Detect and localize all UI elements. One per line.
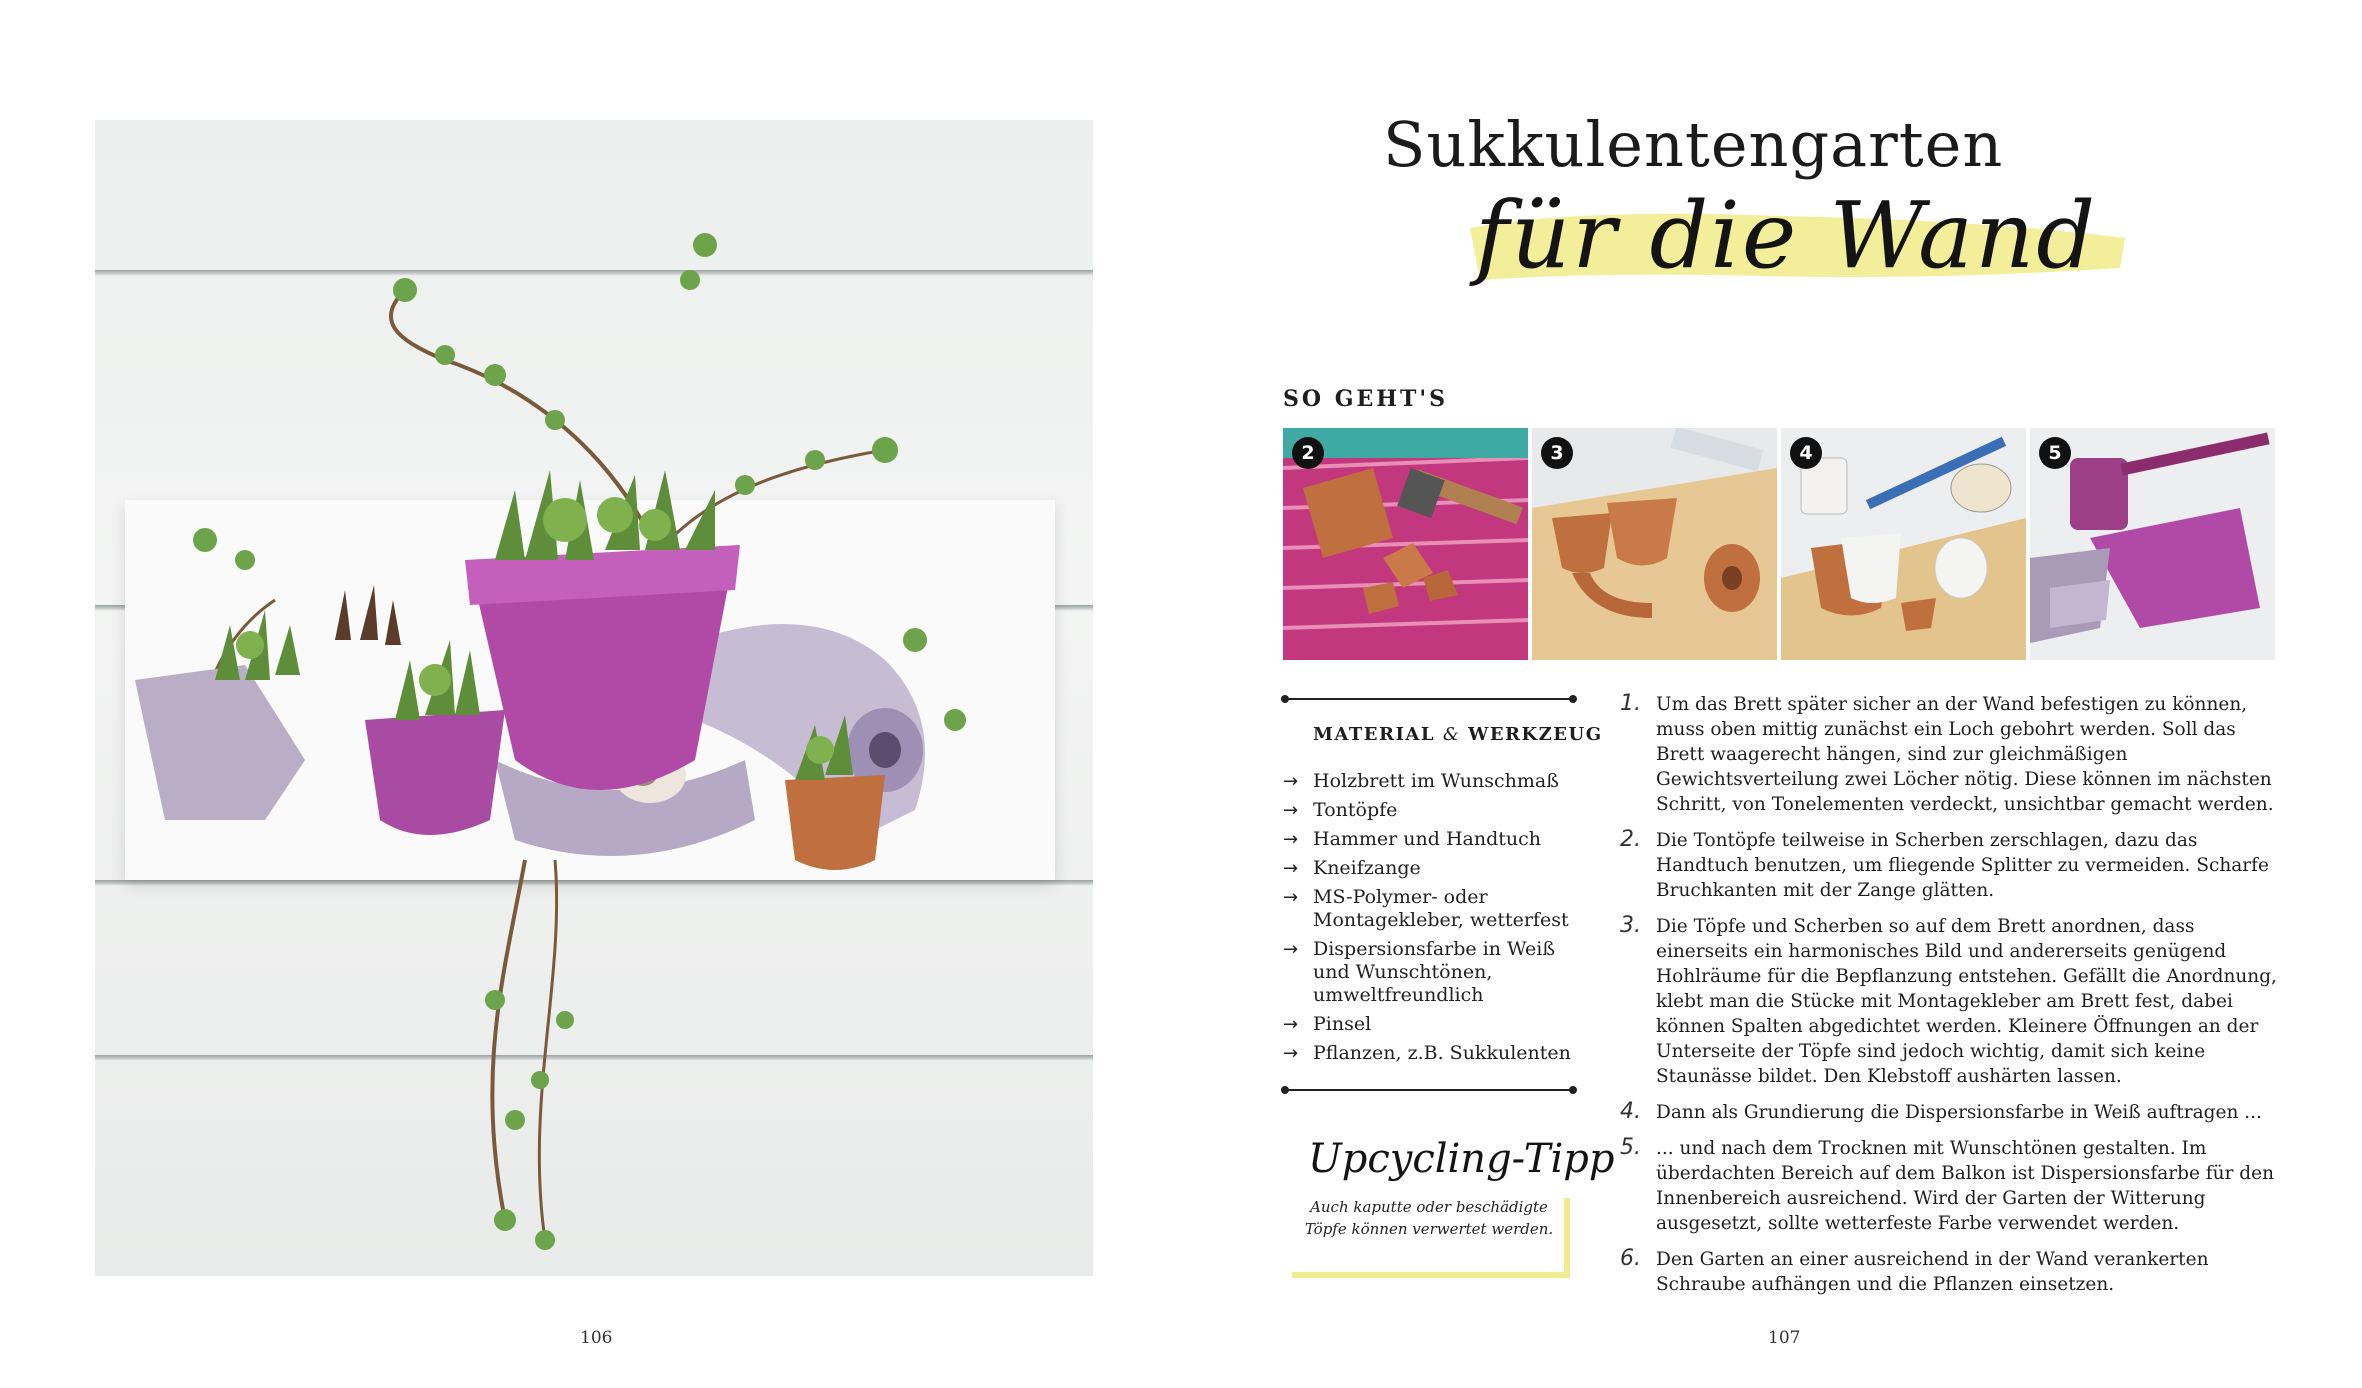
instruction-step (1620, 828, 2280, 903)
material-item: → Kneifzange (1283, 857, 1575, 880)
instructions-list (1620, 692, 2280, 1308)
step-number: 6. (1620, 1246, 1641, 1271)
upcycling-tip (1290, 1130, 1615, 1280)
instruction-step (1620, 692, 2280, 817)
tip-text: Auch kaputte oder beschädigte Töpfe können verwertet werden. (1304, 1198, 1554, 1238)
page-subtitle-script: für die Wand (1475, 182, 2098, 289)
step-text: Dann als Grundierung die Dispersionsfarbe in Weiß auftragen ... (1656, 1102, 2262, 1123)
step-number-badge: 3 (1541, 437, 1573, 469)
material-box (1283, 698, 1603, 1092)
step-number-badge: 2 (1292, 437, 1324, 469)
step-number-badge: 5 (2039, 437, 2071, 469)
instruction-step (1620, 1247, 2280, 1297)
section-heading: SO GEHT'S (1283, 386, 1449, 412)
tip-highlight-bar (1292, 1272, 1570, 1278)
step-number: 3. (1620, 913, 1641, 938)
divider (1283, 698, 1575, 700)
step-photos (1283, 428, 2273, 660)
step-number: 2. (1620, 827, 1641, 852)
step-text: Den Garten an einer ausreichend in der Wand verankerten Schraube aufhängen und die Pflanzen einsetzen. (1656, 1249, 2209, 1295)
page-number-right: 107 (1768, 1328, 1801, 1348)
step-photo-4 (1781, 428, 2026, 660)
step-text: Die Töpfe und Scherben so auf dem Brett anordnen, dass einerseits ein harmonisches Bild und andererseits genügend Hohlräume für die Bepflanzung entstehen. Gefällt die Anordnung, klebt man die Stücke mit Montagekleber am Brett fest, dabei können Spalten abgedichtet werden. Kleinere Öffnungen an der Unterseite der Töpfe sind jedoch wichtig, damit sich keine Staunässe bildet. Den Klebstoff aushärten lassen. (1656, 916, 2277, 1087)
step-photo-3 (1532, 428, 1777, 660)
step-number: 1. (1620, 691, 1641, 716)
main-photo (95, 120, 1093, 1276)
material-item: → Holzbrett im Wunschmaß (1283, 770, 1575, 793)
divider (1283, 1089, 1575, 1091)
step-text: ... und nach dem Trocknen mit Wunschtönen gestalten. Im überdachten Bereich auf dem Balkon ist Dispersionsfarbe für den Innenbereich ausreichend. Wird der Garten der Witterung ausgesetzt, sollte wetterfeste Farbe verwendet werden. (1656, 1138, 2274, 1234)
material-title-right: WERKZEUG (1468, 724, 1603, 745)
step-number: 4. (1620, 1099, 1641, 1124)
instruction-step (1620, 1136, 2280, 1236)
step-text: Um das Brett später sicher an der Wand befestigen zu können, muss oben mittig zunächst ein Loch gebohrt werden. Soll das Brett waagerecht hängen, sind zur gleichmäßigen Gewichtsverteilung zwei Löcher nötig. Diese können im nächsten Schritt, von Tonelementen verdeckt, unsichtbar gemacht werden. (1656, 694, 2274, 815)
material-item: → Tontöpfe (1283, 799, 1575, 822)
material-list (1283, 770, 1575, 1071)
planter-illustration (95, 120, 1093, 1276)
instruction-step (1620, 914, 2280, 1089)
step-photo-5 (2030, 428, 2275, 660)
material-title (1313, 724, 1603, 745)
material-item: → Dispersionsfarbe in Weiß und Wunschtönen, umweltfreundlich (1283, 938, 1575, 1007)
step-photo-2 (1283, 428, 1528, 660)
tip-highlight-bar (1564, 1198, 1570, 1278)
material-item: → Pflanzen, z.B. Sukkulenten (1283, 1042, 1575, 1065)
instruction-step (1620, 1100, 2280, 1125)
material-title-left: MATERIAL (1313, 724, 1436, 745)
step-text: Die Tontöpfe teilweise in Scherben zerschlagen, dazu das Handtuch benutzen, um fliegende Splitter zu vermeiden. Scharfe Bruchkanten mit der Zange glätten. (1656, 830, 2269, 901)
material-item: → MS-Polymer- oder Montagekleber, wetterfest (1283, 886, 1575, 932)
page-number-left: 106 (580, 1328, 613, 1348)
page-title: Sukkulentengarten (1383, 108, 2004, 181)
tip-title: Upcycling-Tipp (1308, 1136, 1615, 1182)
material-item: → Pinsel (1283, 1013, 1575, 1036)
step-number: 5. (1620, 1135, 1641, 1160)
material-item: → Hammer und Handtuch (1283, 828, 1575, 851)
step-number-badge: 4 (1790, 437, 1822, 469)
material-title-amp: & (1442, 724, 1461, 745)
